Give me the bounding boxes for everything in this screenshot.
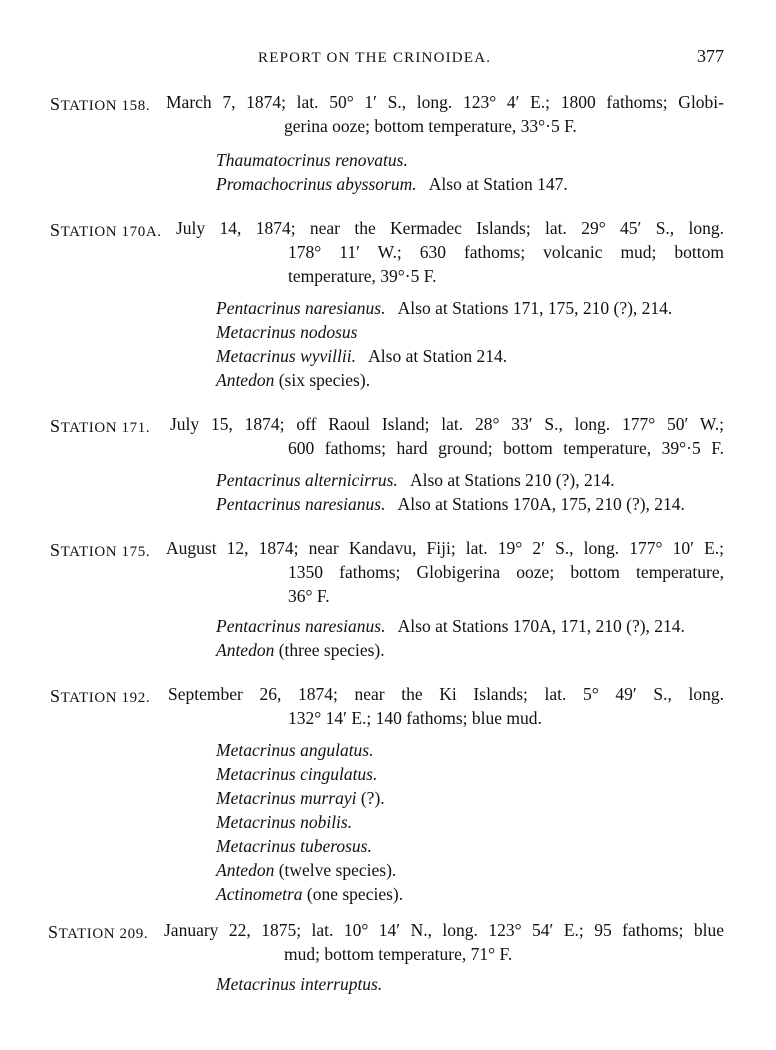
species-entry: Metacrinus tuberosus. bbox=[216, 836, 372, 856]
species-entry: Antedon (six species). bbox=[216, 370, 371, 390]
description-line: 132° 14′ E.; 140 fathoms; blue mud. bbox=[288, 708, 542, 728]
station-label: STATION 192. bbox=[50, 686, 151, 706]
species-entry: Metacrinus angulatus. bbox=[216, 740, 374, 760]
station-description-cont bbox=[284, 942, 724, 966]
species-entry: Actinometra (one species). bbox=[216, 884, 404, 904]
station-label: STATION 209. bbox=[48, 922, 149, 942]
station-label: STATION 171. bbox=[50, 416, 151, 436]
description-line: January 22, 1875; lat. 10° 14′ N., long. 123° 54′ E.; 95 fathoms; blue bbox=[164, 920, 724, 940]
description-line: July 14, 1874; near the Kermadec Islands; lat. 29° 45′ S., long. bbox=[176, 218, 724, 238]
description-line: August 12, 1874; near Kandavu, Fiji; lat. 19° 2′ S., long. 177° 10′ E.; bbox=[166, 538, 724, 558]
station-label: STATION 158. bbox=[50, 94, 151, 114]
species-entry: Pentacrinus naresianus. Also at Stations 170A, 175, 210 (?), 214. bbox=[216, 494, 685, 514]
station-description bbox=[176, 216, 724, 240]
description-line: 36° F. bbox=[288, 586, 330, 606]
station-label: STATION 175. bbox=[50, 540, 151, 560]
species-list bbox=[216, 738, 403, 906]
station-description bbox=[164, 918, 724, 942]
station-description-cont bbox=[288, 706, 724, 730]
species-entry: Pentacrinus alternicirrus. Also at Stations 210 (?), 214. bbox=[216, 470, 615, 490]
description-line: March 7, 1874; lat. 50° 1′ S., long. 123° 4′ E.; 1800 fathoms; Globi- bbox=[166, 92, 724, 112]
station-description-cont bbox=[288, 436, 724, 460]
species-entry: Promachocrinus abyssorum. Also at Station 147. bbox=[216, 174, 568, 194]
species-list bbox=[216, 148, 568, 196]
running-head bbox=[0, 46, 776, 72]
species-entry: Pentacrinus naresianus. Also at Stations 171, 175, 210 (?), 214. bbox=[216, 298, 673, 318]
species-list bbox=[216, 614, 685, 662]
species-list bbox=[216, 468, 685, 516]
description-line: temperature, 39°·5 F. bbox=[288, 266, 437, 286]
description-line: July 15, 1874; off Raoul Island; lat. 28° 33′ S., long. 177° 50′ W.; bbox=[170, 414, 724, 434]
species-entry: Metacrinus interruptus. bbox=[216, 974, 383, 994]
page-number: 377 bbox=[697, 46, 724, 66]
station-description bbox=[168, 682, 724, 706]
station-label: STATION 170A. bbox=[50, 220, 162, 240]
species-entry: Metacrinus nodosus bbox=[216, 322, 358, 342]
description-line: gerina ooze; bottom temperature, 33°·5 F. bbox=[284, 116, 577, 136]
species-list bbox=[216, 296, 672, 392]
species-entry: Pentacrinus naresianus. Also at Stations 170A, 171, 210 (?), 214. bbox=[216, 616, 685, 636]
description-line: mud; bottom temperature, 71° F. bbox=[284, 944, 513, 964]
description-line: 600 fathoms; hard ground; bottom temperature, 39°·5 F. bbox=[288, 438, 724, 458]
station-description bbox=[166, 90, 724, 114]
species-entry: Metacrinus nobilis. bbox=[216, 812, 353, 832]
species-list bbox=[216, 972, 382, 996]
species-entry: Antedon (twelve species). bbox=[216, 860, 397, 880]
description-line: 178° 11′ W.; 630 fathoms; volcanic mud; bottom bbox=[288, 242, 724, 262]
description-line: 1350 fathoms; Globigerina ooze; bottom temperature, bbox=[288, 562, 724, 582]
station-description-cont bbox=[288, 240, 724, 288]
description-line: September 26, 1874; near the Ki Islands; lat. 5° 49′ S., long. bbox=[168, 684, 724, 704]
station-description bbox=[170, 412, 724, 436]
running-title: REPORT ON THE CRINOIDEA. bbox=[258, 50, 492, 66]
species-entry: Metacrinus murrayi (?). bbox=[216, 788, 385, 808]
species-entry: Antedon (three species). bbox=[216, 640, 385, 660]
station-description bbox=[166, 536, 724, 560]
station-description-cont bbox=[288, 560, 724, 608]
species-entry: Metacrinus cingulatus. bbox=[216, 764, 378, 784]
species-entry: Metacrinus wyvillii. Also at Station 214. bbox=[216, 346, 508, 366]
species-entry: Thaumatocrinus renovatus. bbox=[216, 150, 408, 170]
station-description-cont bbox=[284, 114, 724, 138]
